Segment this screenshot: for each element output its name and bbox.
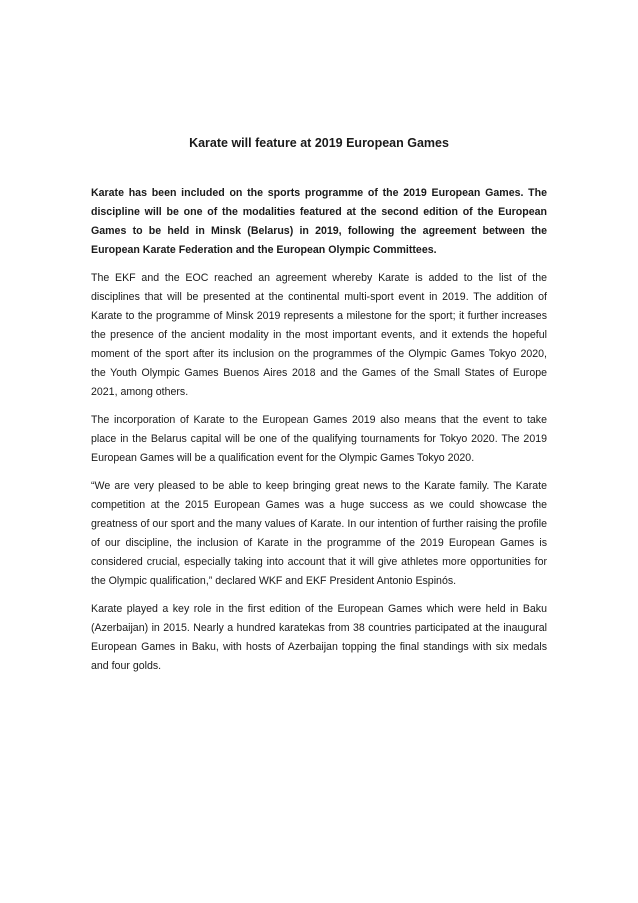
document-body — [91, 184, 547, 685]
document-title: Karate will feature at 2019 European Games — [189, 136, 449, 150]
body-paragraph-baku: Karate played a key role in the first edition of the European Games which were held in Baku (Azerbaijan) in 2015. Nearly a hundred karatekas from 38 countries participated at the inaugural European Games in Baku, with hosts of Azerbaijan topping the final standings with six medals and four golds. — [91, 603, 547, 672]
lead-paragraph: Karate has been included on the sports programme of the 2019 European Games. The discipline will be one of the modalities featured at the second edition of the European Games to be held in Minsk (Belarus) in 2019, following the agreement between the European Karate Federation and the European Olympic Committees. — [91, 187, 547, 256]
body-paragraph-quote: “We are very pleased to be able to keep bringing great news to the Karate family. The Karate competition at the 2015 European Games was a huge success as we could showcase the greatness of our sport and the many values of Karate. In our intention of further raising the profile of our discipline, the inclusion of Karate in the programme of the 2019 European Games is considered crucial, especially taking into account that it will give athletes more opportunities for the Olympic qualification,” declared WKF and EKF President Antonio Espinós. — [91, 480, 547, 587]
body-paragraph-agreement: The EKF and the EOC reached an agreement whereby Karate is added to the list of the disciplines that will be presented at the continental multi-sport event in 2019. The addition of Karate to the programme of Minsk 2019 represents a milestone for the sport; it further increases the presence of the ancient modality in the most important events, and it extends the hopeful moment of the sport after its inclusion on the programmes of the Olympic Games Tokyo 2020, the Youth Olympic Games Buenos Aires 2018 and the Games of the Small States of Europe 2021, among others. — [91, 272, 547, 398]
body-paragraph-qualification: The incorporation of Karate to the European Games 2019 also means that the event to take place in the Belarus capital will be one of the qualifying tournaments for Tokyo 2020. The 2019 European Games will be a qualification event for the Olympic Games Tokyo 2020. — [91, 414, 547, 464]
